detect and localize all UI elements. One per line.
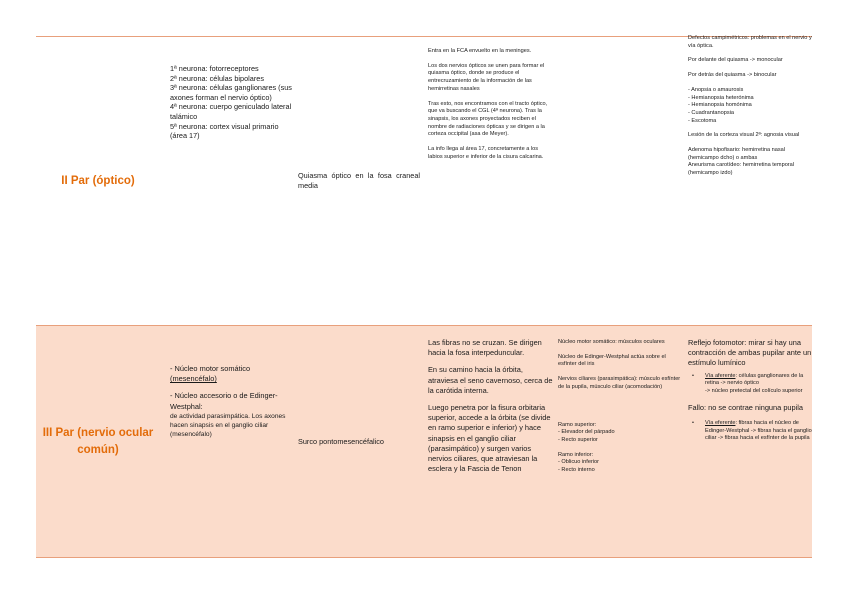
efferent-text: : fibras hacia el núcleo de Edinger-Westphal -> fibras hacia el ganglio ciliar -> fibras hacia el esfínter de la pupila (705, 419, 812, 442)
superior-branch-title: Ramo superior: (558, 421, 597, 428)
path-paragraph-3: Tras esto, nos encontramos con el tracto óptico, que va buscando el CGL (4ª neurona). Tras la sinapsis, los axones proyectados reciben el nombre de radiaciones ópticas y se dirigen a la corteza occipital (asa de Meyer). (428, 100, 548, 138)
row-optic-nerve (36, 36, 812, 325)
path-paragraph-1: Entra en la FCA envuelto en la meninges. (428, 48, 532, 54)
path-paragraph-1: Las fibras no se cruzan. Se dirigen hacia la fosa interpeduncular. (428, 338, 542, 358)
origin-text: Quiasma óptico en la fosa craneal media (298, 171, 420, 190)
neuron-2: 2ª neurona: células bipolares (170, 73, 264, 83)
function-cell (558, 326, 684, 557)
clinic-cell (688, 35, 812, 323)
clinic-defect-list (688, 87, 812, 126)
efferent-item (688, 420, 812, 443)
row-title: II Par (óptico) (61, 175, 135, 187)
clinic-failure: Fallo: no se contrae ninguna pupila (688, 402, 804, 412)
defect-item: - Escotoma (688, 117, 717, 124)
row-oculomotor-nerve (36, 325, 812, 558)
neuron-4: 4ª neurona: cuerpo geniculado lateral talámico (170, 102, 292, 121)
nucleus-accessory-description: de actividad parasimpática. Los axones hacen sinapsis en el ganglio ciliar (mesencéfalo) (170, 412, 286, 439)
defect-item: - Hemianopsia homónima (688, 102, 752, 109)
neuron-1: 1ª neurona: fotorreceptores (170, 64, 259, 73)
nucleus-somatic-location: (mesencéfalo) (170, 374, 217, 384)
clinic-intro: Defectos campimétricos: problemas en el nervio y vía óptica. (688, 35, 812, 49)
function-ciliary: Nervios ciliares (parasimpática): músculo esfínter de la pupila, músculo ciliar (acomodación) (558, 376, 681, 390)
path-cell (428, 326, 554, 557)
efferent-label: Vía eferente (705, 419, 736, 426)
nuclei-cell (170, 326, 296, 557)
efferent-list (688, 420, 812, 443)
defect-item: - Hemianopsia heterónima (688, 94, 754, 101)
path-paragraph-2: Los dos nervios ópticos se unen para formar el quiasma óptico, donde se produce el entrecruzamiento de la información de las hemirretinas nasales (428, 62, 545, 92)
path-cell (428, 37, 554, 325)
clinic-aneurysm: Aneurisma carotídeo: hemirretina temporal (hemicampo izdo) (688, 162, 795, 177)
inferior-branch-item: - Oblicuo inferior (558, 459, 600, 466)
afferent-label: Vía aferente (705, 372, 736, 379)
inferior-branch-item: - Recto interno (558, 467, 595, 474)
neuron-5: 5ª neurona: cortex visual primario (área 17) (170, 121, 279, 141)
path-paragraph-4: La info llega al área 17, concretamente a los labios superior e inferior de la cisura calcarina. (428, 146, 544, 160)
clinic-reflex: Reflejo fotomotor: mirar si hay una contracción de ambas pupilar ante un estímulo lumínico (688, 338, 812, 368)
function-somatic: Núcleo motor somático: músculos oculares (558, 339, 665, 345)
clinic-adenoma: Adenoma hipofisario: hemirretina nasal (hemicampo dcho) o ambas (688, 147, 786, 161)
clinic-behind-chiasm: Por detrás del quiasma -> binocular (688, 72, 777, 79)
origin-text: Surco pontomesencéfalico (298, 436, 384, 446)
superior-branch-item: - Elevador del párpado (558, 429, 615, 436)
row-title: III Par (nervio ocular común) (42, 426, 154, 456)
defect-item: - Cuadrantanopsia (688, 109, 735, 116)
afferent-text: : células ganglionares de la retina -> nervio óptico (705, 372, 804, 387)
function-cell-empty (556, 37, 684, 325)
nucleus-accessory: - Núcleo accesorio o de Edinger-Westphal: (170, 391, 278, 411)
afferent-item (688, 373, 812, 396)
clinic-cell (688, 326, 812, 557)
afferent-text-2: -> núcleo pretectal del colículo superior (705, 388, 803, 395)
afferent-list (688, 373, 812, 396)
inferior-branch-title: Ramo inferior: (558, 451, 594, 458)
neuron-3: 3ª neurona: células ganglionares (sus axones forman el nervio óptico) (170, 83, 292, 102)
clinic-before-chiasm: Por delante del quiasma -> monocular (688, 57, 783, 64)
nucleus-somatic: - Núcleo motor somático (170, 364, 251, 373)
clinic-cortex-lesion: Lesión de la corteza visual 2ª: agnosia visual (688, 132, 800, 139)
function-edinger-westphal: Núcleo de Edinger-Westphal actúa sobre el esfínter del iris (558, 353, 666, 368)
origin-cell (298, 326, 428, 557)
origin-cell (298, 37, 420, 325)
neurons-cell (170, 37, 296, 325)
defect-item: - Anopsia o amaurosis (688, 86, 744, 93)
superior-branch-item: - Recto superior (558, 436, 598, 443)
path-paragraph-3: Luego penetra por la fisura orbitaria superior, accede a la órbita (se divide en ramo superior e inferior) y hace sinapsis en el ganglio ciliar (parasimpático) y surgen varios nervios ciliares, que atraviesan la esclera y la Fascia de Tenon (428, 403, 551, 474)
path-paragraph-2: En su camino hacia la órbita, atraviesa el seno cavernoso, cerca de la carótida interna. (428, 365, 553, 395)
